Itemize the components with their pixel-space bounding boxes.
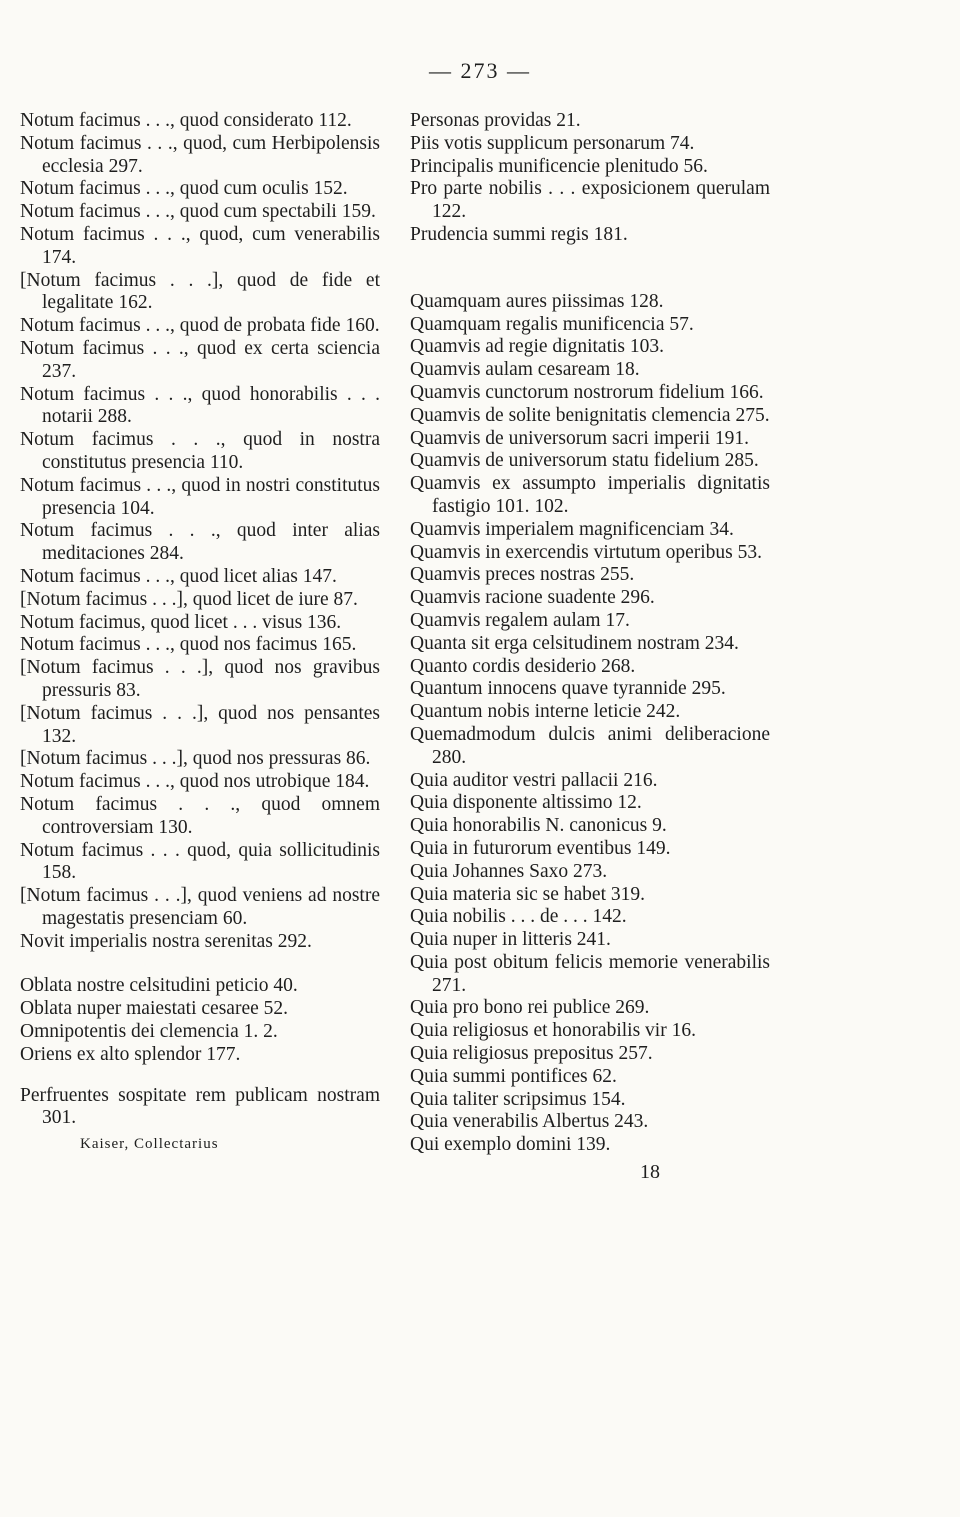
index-entry: Quia religiosus prepositus 257. bbox=[410, 1043, 653, 1065]
index-entry: Qui exemplo domini 139. bbox=[410, 1134, 611, 1156]
index-entry: Quantum innocens quave tyrannide 295. bbox=[410, 678, 726, 700]
index-entry: Personas providas 21. bbox=[410, 110, 581, 131]
group-notum bbox=[20, 110, 380, 953]
index-entry: Quia in futurorum eventibus 149. bbox=[410, 837, 671, 859]
index-entry: Prudencia summi regis 181. bbox=[410, 223, 628, 245]
index-entry: Quia religiosus et honorabilis vir 16. bbox=[410, 1020, 696, 1042]
index-entry: Notum facimus . . ., quod ex certa sciencia 237. bbox=[20, 337, 380, 382]
index-entry: Notum facimus . . ., quod inter alias meditaciones 284. bbox=[20, 520, 380, 565]
index-entry: Pro parte nobilis . . . exposicionem querulam 122. bbox=[410, 178, 770, 223]
index-entry: Piis votis supplicum personarum 74. bbox=[410, 132, 695, 154]
index-entry: Quamvis aulam cesaream 18. bbox=[410, 359, 640, 381]
index-entry: Quamvis regalem aulam 17. bbox=[410, 609, 630, 631]
index-entry: Quia venerabilis Albertus 243. bbox=[410, 1111, 649, 1133]
index-entry: [Notum facimus . . .], quod licet de iure 87. bbox=[20, 588, 358, 610]
index-entry: Notum facimus, quod licet . . . visus 136. bbox=[20, 611, 342, 633]
index-entry: Quamvis ad regie dignitatis 103. bbox=[410, 336, 664, 358]
index-entry: Notum facimus . . ., quod, cum Herbipolensis ecclesia 297. bbox=[20, 132, 380, 177]
index-entry: [Notum facimus . . .], quod nos pensantes 132. bbox=[20, 702, 380, 747]
page-number: — 273 — bbox=[429, 58, 531, 83]
index-entry: Notum facimus . . ., quod honorabilis . . . notarii 288. bbox=[20, 383, 380, 428]
index-entry: Quantum nobis interne leticie 242. bbox=[410, 701, 681, 723]
index-entry: Quemadmodum dulcis animi deliberacione 280. bbox=[410, 723, 770, 768]
index-entry: Quia taliter scripsimus 154. bbox=[410, 1088, 626, 1110]
index-entry: Quamvis de universorum statu fidelium 285. bbox=[410, 450, 759, 472]
index-entry: Notum facimus . . ., quod de probata fide 160. bbox=[20, 315, 380, 337]
index-entry: Notum facimus . . . quod, quia sollicitudinis 158. bbox=[20, 839, 380, 884]
index-entry: Quia materia sic se habet 319. bbox=[410, 883, 645, 905]
group-p bbox=[20, 1085, 380, 1131]
index-entry: Quamvis in exercendis virtutum operibus 53. bbox=[410, 541, 763, 563]
index-entry: Quamvis preces nostras 255. bbox=[410, 564, 635, 586]
index-entry: Quanta sit erga celsitudinem nostram 234. bbox=[410, 632, 739, 654]
index-entry: Oblata nuper maiestati cesaree 52. bbox=[20, 998, 289, 1020]
index-entry: [Notum facimus . . .], quod nos pressuras 86. bbox=[20, 748, 371, 770]
index-entry: Quia honorabilis N. canonicus 9. bbox=[410, 815, 667, 837]
index-entry: Oriens ex alto splendor 177. bbox=[20, 1043, 241, 1065]
index-entry: Quamquam aures piissimas 128. bbox=[410, 290, 664, 312]
index-entry: Notum facimus . . ., quod omnem controversiam 130. bbox=[20, 793, 380, 838]
index-entry: [Notum facimus . . .], quod nos gravibus pressuris 83. bbox=[20, 657, 380, 701]
index-entry: Perfruentes sospitate rem publicam nostram 301. bbox=[20, 1084, 380, 1129]
index-entry: [Notum facimus . . .], quod de fide et legalitate 162. bbox=[20, 269, 380, 314]
index-entry: Notum facimus . . ., quod nos utrobique 184. bbox=[20, 771, 370, 793]
index-entry: Quia summi pontifices 62. bbox=[410, 1065, 617, 1087]
index-entry: Quia auditor vestri pallacii 216. bbox=[410, 769, 658, 791]
index-entry: Notum facimus . . ., quod, cum venerabilis 174. bbox=[20, 223, 380, 268]
footer-collectarius: Kaiser, Collectarius bbox=[80, 1136, 219, 1153]
group-q bbox=[410, 291, 770, 1157]
index-entry: Notum facimus . . ., quod cum spectabili 159. bbox=[20, 201, 376, 223]
index-entry: Oblata nostre celsitudini peticio 40. bbox=[20, 975, 298, 997]
index-entry: Notum facimus . . ., quod licet alias 147. bbox=[20, 565, 337, 587]
index-entry: Quamvis de solite benignitatis clemencia 275. bbox=[410, 404, 770, 426]
signature-mark: 18 bbox=[640, 1161, 660, 1184]
index-entry: Principalis munificencie plenitudo 56. bbox=[410, 155, 708, 177]
index-entry: [Notum facimus . . .], quod veniens ad nostre magestatis presenciam 60. bbox=[20, 885, 380, 929]
index-entry: Notum facimus . . ., quod in nostra constitutus presencia 110. bbox=[20, 429, 380, 473]
right-column bbox=[410, 110, 770, 1184]
index-entry: Quia nuper in litteris 241. bbox=[410, 929, 611, 951]
index-entry: Notum facimus . . ., quod considerato 112. bbox=[20, 110, 352, 131]
index-entry: Quamquam regalis munificencia 57. bbox=[410, 313, 694, 335]
left-column bbox=[20, 110, 380, 1153]
index-entry: Quamvis de universorum sacri imperii 191. bbox=[410, 427, 750, 449]
index-entry: Quia disponente altissimo 12. bbox=[410, 792, 642, 814]
index-entry: Quia Johannes Saxo 273. bbox=[410, 860, 608, 882]
index-entry: Novit imperialis nostra serenitas 292. bbox=[20, 930, 312, 952]
group-o bbox=[20, 975, 380, 1066]
index-entry: Quia nobilis . . . de . . . 142. bbox=[410, 906, 627, 928]
index-entry: Quamvis cunctorum nostrorum fidelium 166. bbox=[410, 381, 764, 403]
index-entry: Quia post obitum felicis memorie venerabilis 271. bbox=[410, 951, 770, 996]
index-entry: Quamvis racione suadente 296. bbox=[410, 587, 655, 609]
index-entry: Quamvis imperialem magnificenciam 34. bbox=[410, 518, 734, 540]
index-entry: Notum facimus . . ., quod nos facimus 165. bbox=[20, 634, 357, 656]
index-entry: Notum facimus . . ., quod in nostri constitutus presencia 104. bbox=[20, 474, 380, 519]
index-entry: Quia pro bono rei publice 269. bbox=[410, 997, 650, 1019]
index-entry: Notum facimus . . ., quod cum oculis 152. bbox=[20, 178, 348, 200]
index-entry: Omnipotentis dei clemencia 1. 2. bbox=[20, 1021, 278, 1043]
group-p-right bbox=[410, 110, 770, 247]
index-entry: Quanto cordis desiderio 268. bbox=[410, 655, 636, 677]
index-entry: Quamvis ex assumpto imperialis dignitatis fastigio 101. 102. bbox=[410, 473, 770, 517]
